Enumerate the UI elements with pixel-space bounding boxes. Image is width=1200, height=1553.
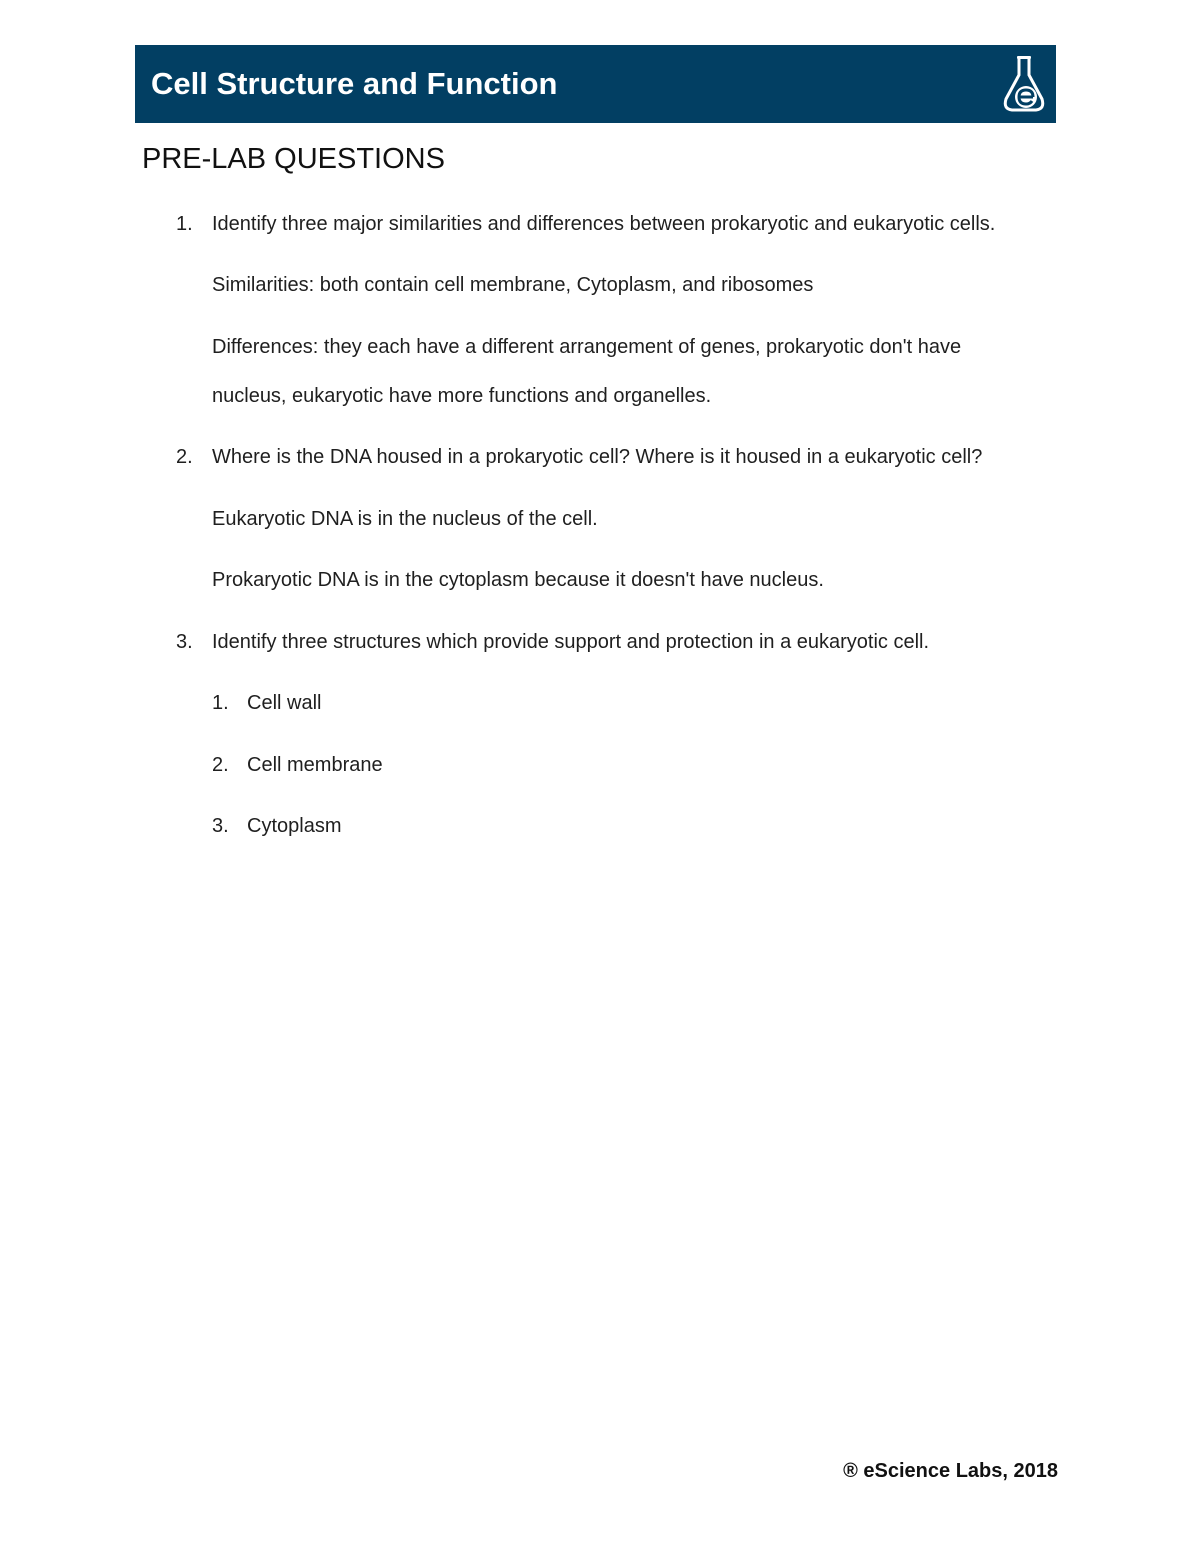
flask-e-logo-icon	[1000, 53, 1048, 115]
question-1-number: 1.	[176, 213, 193, 235]
question-2-text: Where is the DNA housed in a prokaryotic cell? Where is it housed in a eukaryotic cell?	[212, 446, 983, 468]
question-1-text: Identify three major similarities and differences between prokaryotic and eukaryotic cells.	[212, 213, 996, 235]
question-1-answer-differences: Differences: they each have a different arrangement of genes, prokaryotic don't have	[212, 336, 962, 358]
question-2-answer-eukaryotic: Eukaryotic DNA is in the nucleus of the cell.	[212, 508, 598, 530]
question-2-answer-prokaryotic: Prokaryotic DNA is in the cytoplasm because it doesn't have nucleus.	[212, 569, 824, 591]
sublist-item-1-number: 1.	[212, 692, 229, 714]
header-bar	[135, 45, 1056, 123]
section-heading: PRE-LAB QUESTIONS	[142, 143, 445, 175]
question-1-answer-similarities: Similarities: both contain cell membrane, Cytoplasm, and ribosomes	[212, 274, 814, 296]
sublist-item-3-number: 3.	[212, 815, 229, 837]
footer-copyright: ® eScience Labs, 2018	[843, 1460, 1058, 1482]
question-3-number: 3.	[176, 631, 193, 653]
sublist-item-1-text: Cell wall	[247, 692, 322, 714]
question-3-text: Identify three structures which provide support and protection in a eukaryotic cell.	[212, 631, 930, 653]
sublist-item-2-text: Cell membrane	[247, 754, 383, 776]
question-2-number: 2.	[176, 446, 193, 468]
sublist-item-2-number: 2.	[212, 754, 229, 776]
document-title: Cell Structure and Function	[151, 66, 558, 101]
sublist-item-3-text: Cytoplasm	[247, 815, 342, 837]
question-1-answer-differences-cont: nucleus, eukaryotic have more functions and organelles.	[212, 385, 712, 407]
